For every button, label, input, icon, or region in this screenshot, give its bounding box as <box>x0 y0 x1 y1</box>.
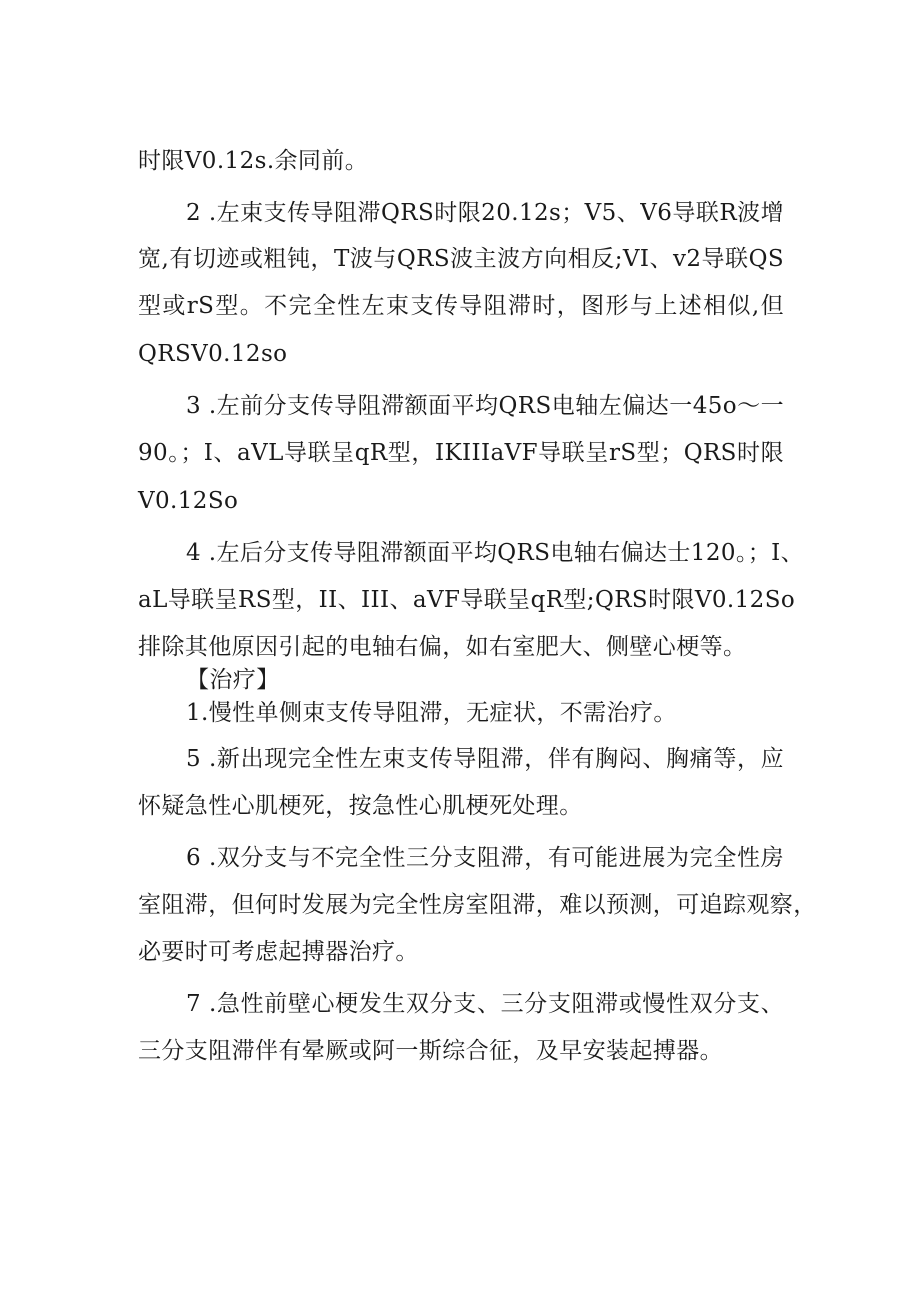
text-line: 3 .左前分支传导阻滞额面平均QRS电轴左偏达一45o～一 <box>186 393 784 419</box>
text-line: 90。；I、aVL导联呈qR型，IKIIIaVF导联呈rS型；QRS时限 <box>138 440 784 466</box>
text-line: aL导联呈RS型，II、III、aVF导联呈qR型;QRS时限V0.12So <box>138 587 796 613</box>
text-line: 三分支阻滞伴有晕厥或阿一斯综合征，及早安装起搏器。 <box>138 1038 723 1064</box>
text-line: 6 .双分支与不完全性三分支阻滞，有可能进展为完全性房 <box>186 845 784 871</box>
text-line: 宽,有切迹或粗钝，T波与QRS波主波方向相反;VI、v2导联QS <box>138 246 784 272</box>
text-line: 7 .急性前壁心梗发生双分支、三分支阻滞或慢性双分支、 <box>186 991 784 1017</box>
text-line: 时限V0.12s.余同前。 <box>138 148 369 174</box>
text-line: QRSV0.12so <box>138 341 288 367</box>
text-line: 2 .左束支传导阻滞QRS时限20.12s；V5、V6导联R波增 <box>186 200 784 226</box>
text-line: 5 .新出现完全性左束支传导阻滞，伴有胸闷、胸痛等，应 <box>186 746 784 772</box>
text-line: 排除其他原因引起的电轴右偏，如右室肥大、侧壁心梗等。 <box>138 634 747 660</box>
text-line: 室阻滞，但何时发展为完全性房室阻滞，难以预测，可追踪观察， <box>138 892 817 918</box>
text-line: 型或rS型。不完全性左束支传导阻滞时，图形与上述相似,但 <box>138 293 784 319</box>
section-heading: 【治疗】 <box>186 667 280 693</box>
text-line: 4 .左后分支传导阻滞额面平均QRS电轴右偏达士120。；I、 <box>186 540 805 566</box>
text-line: V0.12So <box>138 488 239 514</box>
text-line: 怀疑急性心肌梗死，按急性心肌梗死处理。 <box>138 793 583 819</box>
text-line: 1.慢性单侧束支传导阻滞，无症状，不需治疗。 <box>186 700 677 726</box>
text-line: 必要时可考虑起搏器治疗。 <box>138 939 419 965</box>
